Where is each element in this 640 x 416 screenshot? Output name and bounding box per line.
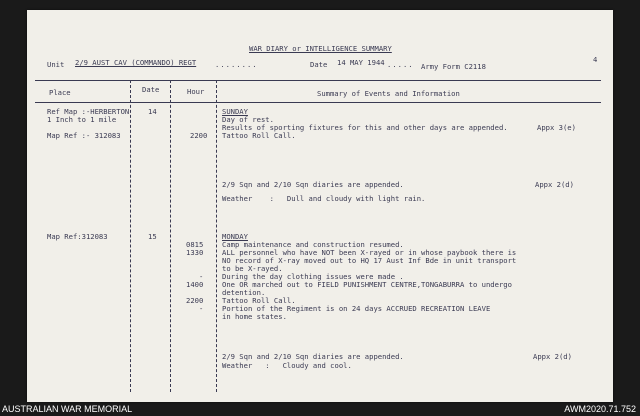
entry2-line: to be X-rayed. [222,264,283,273]
entry2-hour: 1330 [186,248,204,257]
map-ref-1: Map Ref :- 312083 [47,131,121,140]
entry2-line: in home states. [222,312,287,321]
diary-title: WAR DIARY or INTELLIGENCE SUMMARY [249,44,392,53]
date-value: 14 MAY 1944 [337,58,385,67]
col-divider-3 [216,80,218,392]
entry2-appx-2d: Appx 2(d) [533,352,572,361]
entry1-line3: Tattoo Roll Call. [222,131,296,140]
unit-value: 2/9 AUST CAV (COMMANDO) REGT [75,58,197,67]
unit-dots: ........ [215,60,258,69]
col-divider-2 [170,80,172,392]
entry2-hour: 1400 [186,280,204,289]
entry2-line: NO record of X-ray moved out to HQ 17 Aust Inf Bde in unit transport [222,256,517,265]
entry1-hour-2200: 2200 [190,131,208,140]
entry1-weather: Weather : Dull and cloudy with light rain. [222,194,426,203]
source-caption: AUSTRALIAN WAR MEMORIAL [2,404,133,414]
entry2-hour: 2200 [186,296,204,305]
col-summary: Summary of Events and Information [317,89,460,98]
entry2-day: MONDAY [222,232,248,241]
entry2-line: detention. [222,288,266,297]
ref-map: Ref Map :-HERBERTON [47,107,130,116]
entry2-hour: 0815 [186,240,204,249]
entry2-line: Portion of the Regiment is on 24 days ACCRUED RECREATION LEAVE [222,304,491,313]
col-date: Date [142,85,160,94]
entry1-appx-3e: Appx 3(e) [537,123,576,132]
entry2-line: One OR marched out to FIELD PUNISHMENT CENTRE,TONGABURRA to undergo [222,280,512,289]
corner-mark: 4 [593,55,598,64]
col-divider-1 [130,80,132,392]
header-rule-top [35,80,601,81]
unit-label: Unit [47,60,65,69]
date-dots: ..... [387,60,414,69]
col-hour: Hour [187,87,205,96]
entry2-hour: - [199,304,204,313]
entry1-appx-2d: Appx 2(d) [535,180,574,189]
entry2-line: Tattoo Roll Call. [222,296,296,305]
entry1-line2: Results of sporting fixtures for this and other days are appended. [222,123,508,132]
form-label: Army Form C2118 [421,62,486,71]
diary-page [27,10,613,402]
entry1-line1: Day of rest. [222,115,274,124]
entry2-hour: - [199,272,204,281]
entry2-line: During the day clothing issues were made . [222,272,404,281]
entry1-diaries: 2/9 Sqn and 2/10 Sqn diaries are appended. [222,180,404,189]
entry2-line: ALL personnel who have NOT been X-rayed or in whose paybook there is [222,248,517,257]
entry2-date: 15 [148,232,157,241]
entry1-date: 14 [148,107,157,116]
entry2-weather: Weather : Cloudy and cool. [222,361,352,370]
map-scale: 1 Inch to 1 mile [47,115,117,124]
entry2-diaries: 2/9 Sqn and 2/10 Sqn diaries are appended. [222,352,404,361]
map-ref-2: Map Ref:312083 [47,232,108,241]
reference-caption: AWM2020.71.752 [564,404,636,414]
col-place: Place [49,88,71,97]
entry1-day: SUNDAY [222,107,248,116]
entry2-line: Camp maintenance and construction resumed. [222,240,404,249]
header-rule-bottom [35,102,601,103]
date-label: Date [310,60,328,69]
